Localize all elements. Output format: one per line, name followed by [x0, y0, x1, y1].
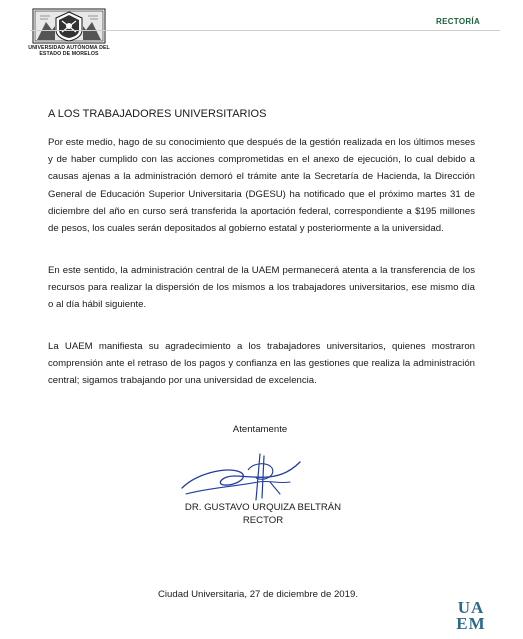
- university-logo: [28, 8, 110, 58]
- signer-name: DR. GUSTAVO URQUIZA BELTRÁN: [184, 502, 342, 513]
- office-name: RECTORÍA: [436, 17, 481, 26]
- signature-icon: [178, 452, 308, 504]
- university-crest-icon: [32, 8, 106, 44]
- letter-paragraph: En este sentido, la administración central de la UAEM permanecerá atenta a la transferencia de los recursos para realizar la dispersión de los mismos a los trabajadores universitarios, ese mismo día o al día hábil siguiente.: [48, 265, 475, 311]
- footer-logo-line: EM: [456, 614, 486, 633]
- letter-salutation: A LOS TRABAJADORES UNIVERSITARIOS: [48, 108, 267, 120]
- header-divider: [30, 30, 500, 31]
- letter-paragraph: Por este medio, hago de su conocimiento que después de la gestión realizada en los últimos meses y de haber cumplido con las acciones comprometidas en el anexo de ejecución, lo cual debido a causas ajenas a la administración demoró el trámite ante la Secretaría de Hacienda, la Dirección General de Educación Superior Universitaria (DGESU) ha notificado que el próximo martes 31 de diciembre del año en curso será transferida la aportación federal, correspondiente a $195 millones de pesos, los cuales serán depositados al gobierno estatal y posteriormente a la universidad.: [48, 137, 475, 235]
- uaem-logo-icon: [450, 600, 492, 632]
- footer-logo-line: UA: [457, 598, 485, 617]
- university-name: UNIVERSIDAD AUTÓNOMA DEL ESTADO DE MORELOS: [28, 45, 110, 58]
- letter-closing: Atentamente: [232, 424, 288, 435]
- place-and-date: Ciudad Universitaria, 27 de diciembre de 2019.: [158, 589, 358, 600]
- letter-paragraph: La UAEM manifiesta su agradecimiento a los trabajadores universitarios, quienes mostraron comprensión ante el retraso de los pagos y confianza en las gestiones que realiza la administración central; sigamos trabajando por una universidad de excelencia.: [48, 341, 475, 387]
- signer-title: RECTOR: [242, 515, 284, 526]
